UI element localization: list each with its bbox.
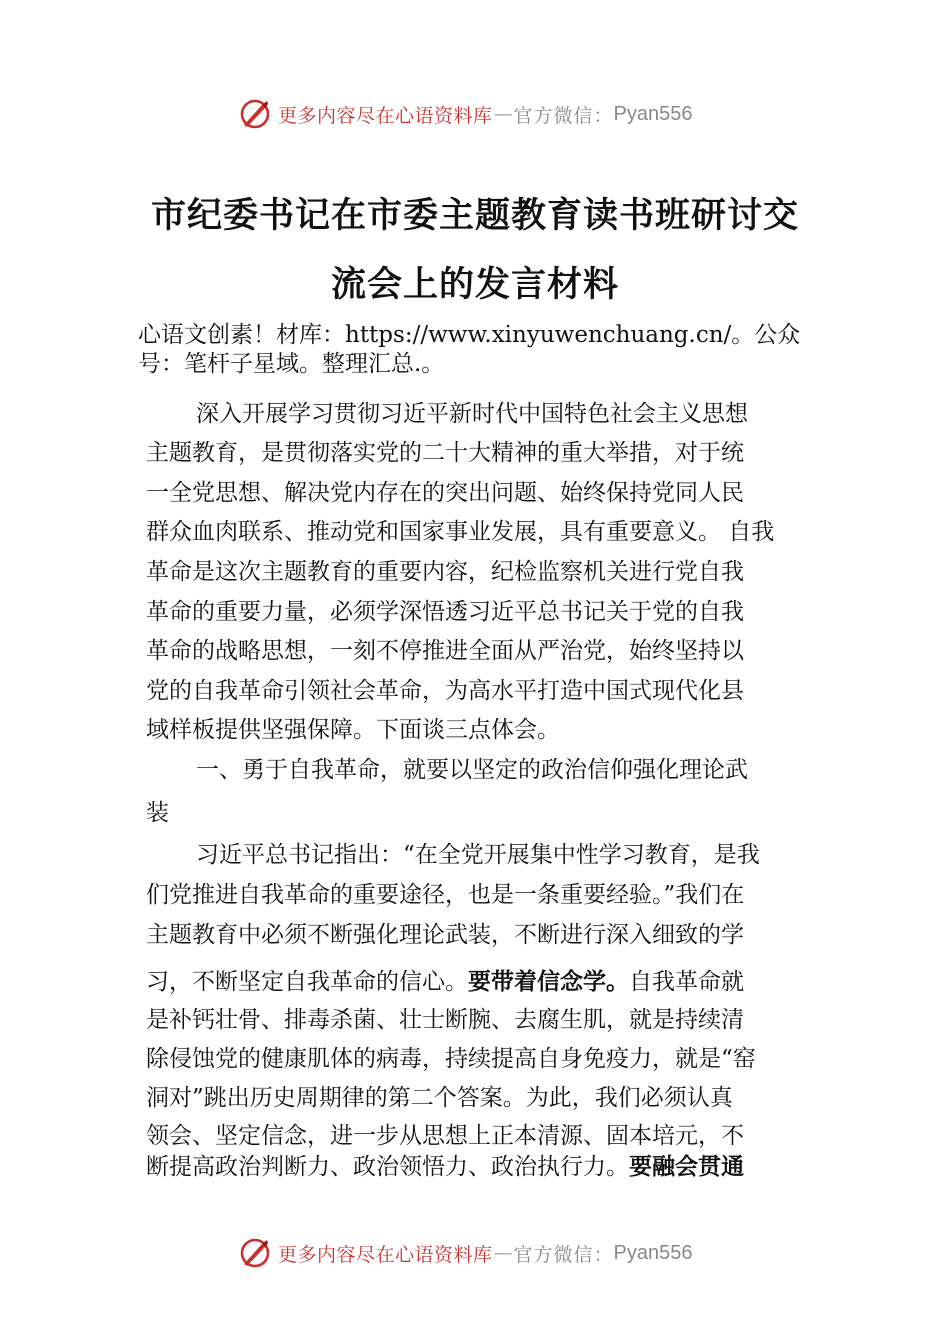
- text-run: 习，不断坚定自我革命的信心。: [146, 969, 468, 995]
- brush-logo-icon: [238, 97, 272, 131]
- footer-banner: [0, 1233, 950, 1273]
- banner-wechat-id: Pyan556: [613, 1241, 693, 1264]
- paragraph-1-line: 域样板提供坚强保障。下面谈三点体会。: [146, 717, 560, 743]
- brush-logo-icon: [238, 1236, 272, 1270]
- banner-dash: —: [493, 103, 513, 125]
- paragraph-1-line: 一全党思想、解决党内存在的突出问题、始终保持党同人民: [146, 480, 744, 506]
- paragraph-2-line: 们党推进自我革命的重要途径，也是一条重要经验。”我们在: [146, 882, 745, 908]
- banner-prefix: 更多内容尽在心语资料库: [278, 104, 493, 127]
- source-note-line-1: 心语文创素！材库：https://www.xinyuwenchuang.cn/。公众: [138, 322, 801, 348]
- paragraph-2-line-mixed: [146, 1152, 744, 1182]
- paragraph-1-line: 革命是这次主题教育的重要内容，纪检监察机关进行党自我: [146, 559, 744, 585]
- paragraph-1-line: 革命的战略思想，一刻不停推进全面从严治党，始终坚持以: [146, 638, 744, 664]
- source-note-line-2: 号：笔杆子星域。整理汇总.。: [138, 351, 445, 377]
- section-heading-1-line: 一、勇于自我革命，就要以坚定的政治信仰强化理论武: [196, 757, 748, 783]
- bold-emphasis: 要带着信念学。: [468, 969, 629, 995]
- banner-dash: —: [493, 1242, 513, 1264]
- text-run: 自我革命就: [629, 969, 744, 995]
- header-banner: [0, 94, 950, 134]
- paragraph-2-line: 领会、坚定信念，进一步从思想上正本清源、固本培元，不: [146, 1123, 744, 1149]
- paragraph-2-line: 习近平总书记指出：“在全党开展集中性学习教育，是我: [196, 842, 760, 868]
- banner-prefix: 更多内容尽在心语资料库: [278, 1243, 493, 1266]
- paragraph-2-line: 是补钙壮骨、排毒杀菌、壮士断腕、去腐生肌，就是持续清: [146, 1007, 744, 1033]
- paragraph-1-line: 深入开展学习贯彻习近平新时代中国特色社会主义思想: [196, 401, 748, 427]
- bold-emphasis: 要融会贯通: [629, 1154, 744, 1180]
- paragraph-1-line: 党的自我革命引领社会革命，为高水平打造中国式现代化县: [146, 678, 744, 704]
- paragraph-2-line-mixed: [146, 967, 744, 997]
- banner-wechat-id: Pyan556: [613, 102, 693, 125]
- banner-official-label: 官方微信：: [513, 104, 614, 127]
- text-run: 断提高政治判断力、政治领悟力、政治执行力。: [146, 1154, 629, 1180]
- paragraph-1-line: 革命的重要力量，必须学深悟透习近平总书记关于党的自我: [146, 599, 744, 625]
- paragraph-2-line: 洞对”跳出历史周期律的第二个答案。为此，我们必须认真: [146, 1085, 733, 1111]
- banner-official-label: 官方微信：: [513, 1243, 614, 1266]
- paragraph-2-line: 主题教育中必须不断强化理论武装，不断进行深入细致的学: [146, 922, 744, 948]
- paragraph-1-line: 群众血肉联系、推动党和国家事业发展，具有重要意义。 自我: [146, 519, 775, 545]
- paragraph-1-line: 主题教育，是贯彻落实党的二十大精神的重大举措，对于统: [146, 440, 744, 466]
- document-title-line-2: 流会上的发言材料: [330, 264, 619, 305]
- document-title-line-1: 市纪委书记在市委主题教育读书班研讨交: [150, 195, 799, 236]
- paragraph-2-line: 除侵蚀党的健康肌体的病毒，持续提高自身免疫力，就是“窑: [146, 1046, 756, 1072]
- section-heading-1-line: 装: [146, 800, 169, 826]
